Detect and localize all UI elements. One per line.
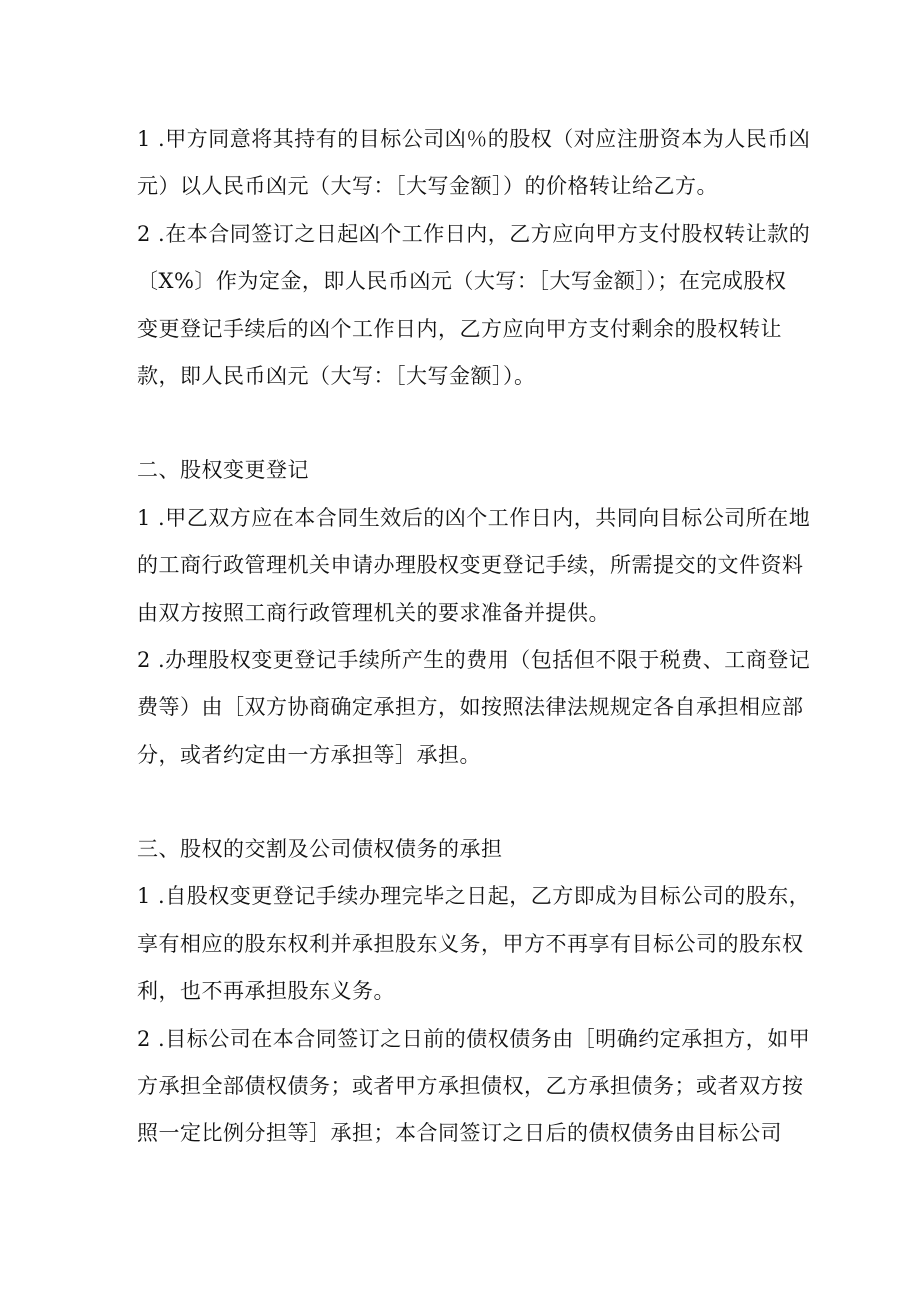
section-payment: [137, 116, 820, 400]
paragraph-clause-1: [137, 495, 820, 637]
text-line: 2 .目标公司在本合同签订之日前的债权债务由［明确约定承担方，如甲: [137, 1026, 811, 1051]
text-line: 2 .在本合同签订之日起凶个工作日内，乙方应向甲方支付股权转让款的: [137, 221, 811, 246]
text-line: 费等）由［双方协商确定承担方，如按照法律法规规定各自承担相应部: [137, 695, 804, 720]
section-heading: [137, 826, 820, 873]
heading-text: 三、股权的交割及公司债权债务的承担: [137, 837, 503, 862]
text-line: 由双方按照工商行政管理机关的要求准备并提供。: [137, 600, 610, 625]
paragraph-clause-1: [137, 873, 820, 1015]
text-line: 方承担全部债权债务；或者甲方承担债权，乙方承担债务；或者双方按: [137, 1074, 804, 1099]
text-line: 照一定比例分担等］承担；本合同签订之日后的债权债务由目标公司: [137, 1121, 782, 1146]
paragraph-clause-1: [137, 116, 820, 211]
text-line: 〔X%〕作为定金，即人民币凶元（大写：［大写金额］）；在完成股权: [137, 269, 787, 294]
text-line: 利，也不再承担股东义务。: [137, 979, 395, 1004]
text-line: 2 .办理股权变更登记手续所产生的费用（包括但不限于税费、工商登记: [137, 647, 811, 672]
text-line: 1 .甲方同意将其持有的目标公司凶％的股权（对应注册资本为人民币凶: [137, 127, 811, 151]
paragraph-clause-2: [137, 1016, 820, 1158]
text-line: 的工商行政管理机关申请办理股权变更登记手续，所需提交的文件资料: [137, 553, 804, 578]
text-line: 元）以人民币凶元（大写：［大写金额］）的价格转让给乙方。: [137, 174, 718, 199]
text-line: 1 .自股权变更登记手续办理完毕之日起，乙方即成为目标公司的股东，: [137, 884, 811, 909]
section-heading: [137, 447, 820, 494]
section-spacer: [137, 400, 820, 447]
text-line: 款，即人民币凶元（大写：［大写金额］）。: [137, 363, 536, 388]
paragraph-clause-2: [137, 211, 820, 401]
section-registration: [137, 447, 820, 779]
text-line: 变更登记手续后的凶个工作日内，乙方应向甲方支付剩余的股权转让: [137, 316, 782, 341]
section-spacer: [137, 779, 820, 826]
paragraph-clause-2: [137, 637, 820, 779]
text-line: 1 .甲乙双方应在本合同生效后的凶个工作日内，共同向目标公司所在地: [137, 505, 811, 530]
heading-text: 二、股权变更登记: [137, 458, 309, 483]
text-line: 分，或者约定由一方承担等］承担。: [137, 742, 481, 767]
text-line: 享有相应的股东权利并承担股东义务，甲方不再享有目标公司的股东权: [137, 931, 804, 956]
section-delivery: [137, 826, 820, 1158]
